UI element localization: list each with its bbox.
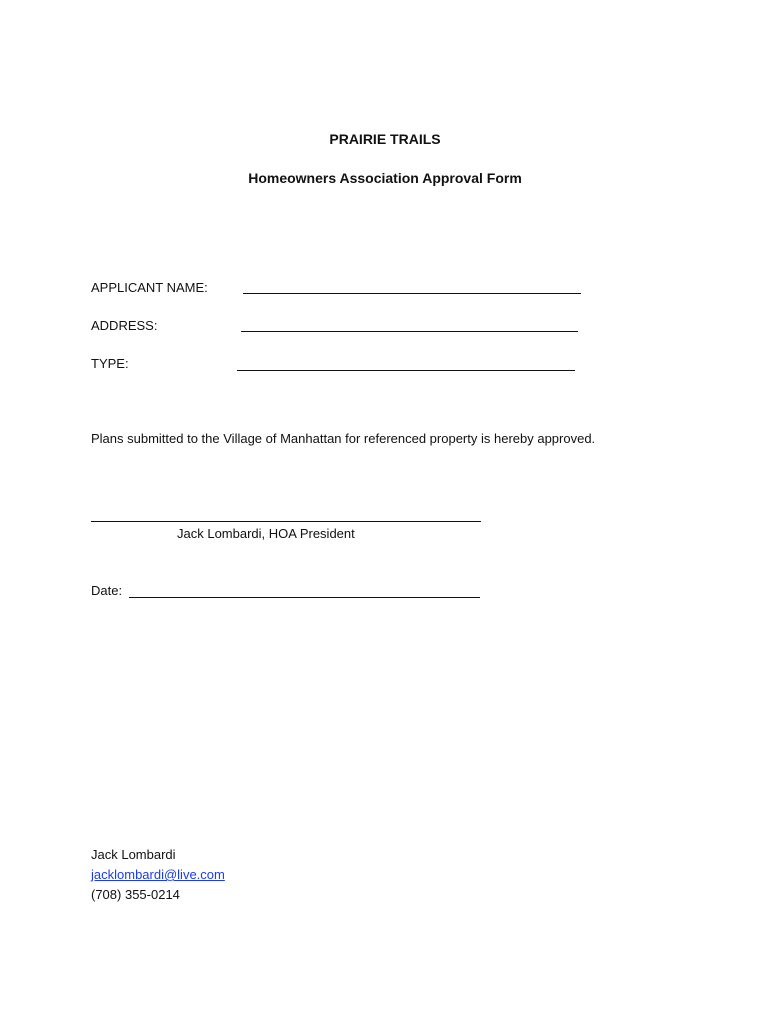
date-label: Date:: [91, 583, 123, 598]
contact-email-link[interactable]: jacklombardi@live.com: [91, 867, 225, 882]
document-subtitle: Homeowners Association Approval Form: [248, 170, 522, 186]
document-title: PRAIRIE TRAILS: [329, 131, 441, 147]
signature-caption: Jack Lombardi, HOA President: [177, 526, 355, 541]
applicant-name-label: APPLICANT NAME:: [91, 280, 208, 295]
contact-phone: (708) 355-0214: [91, 887, 180, 902]
applicant-name-line[interactable]: [243, 293, 581, 294]
date-line[interactable]: [129, 597, 480, 598]
address-label: ADDRESS:: [91, 318, 158, 333]
signature-line[interactable]: [91, 521, 481, 522]
address-line[interactable]: [241, 331, 578, 332]
type-line[interactable]: [237, 370, 575, 371]
approval-statement: Plans submitted to the Village of Manhattan for referenced property is hereby approved.: [91, 431, 596, 446]
type-label: TYPE:: [91, 356, 129, 371]
contact-name: Jack Lombardi: [91, 847, 176, 862]
